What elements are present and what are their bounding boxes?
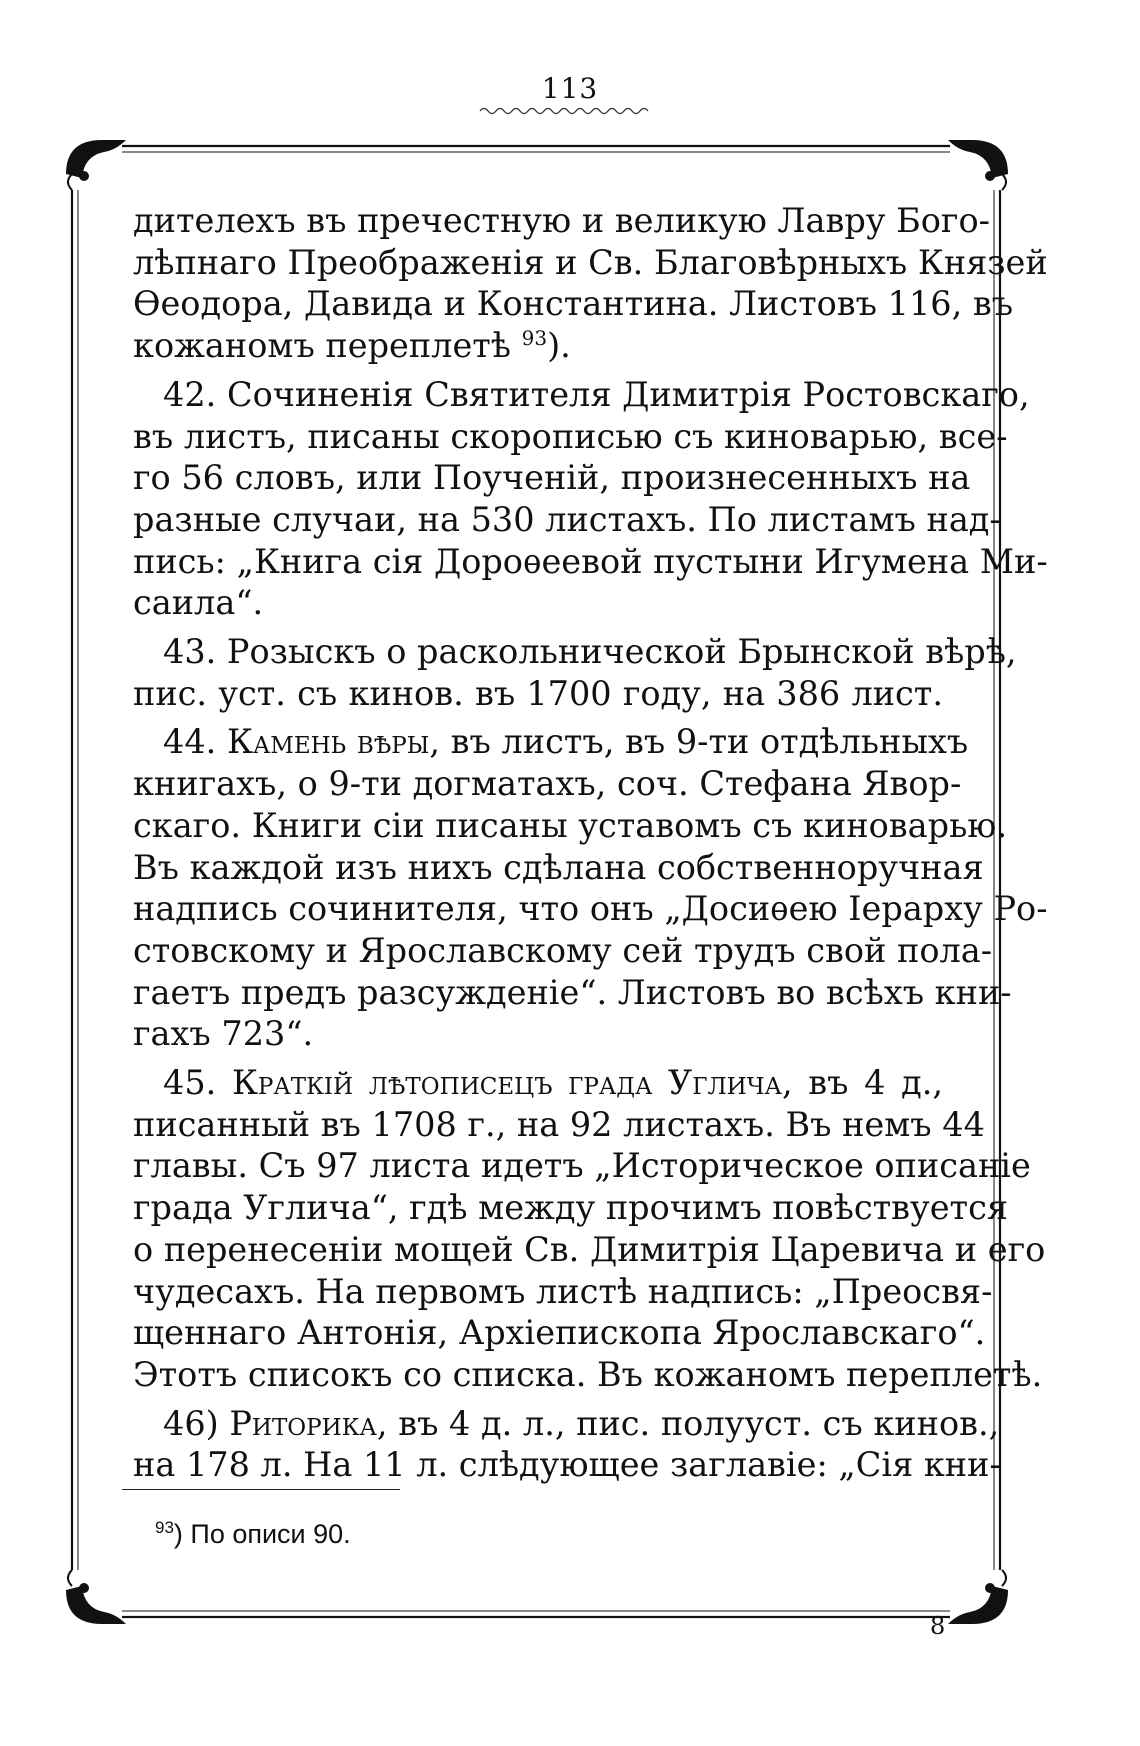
text-fragment: , въ листъ, въ 9-ти отдѣльныхъ [429, 722, 969, 762]
text-line: о перенесеніи мощей Св. Димитрія Царевича и его [133, 1229, 1046, 1269]
footnote-marker: 93 [155, 1518, 174, 1537]
entry-45 [133, 1062, 1046, 1396]
text-line: го 56 словъ, или Поученій, произнесенныхъ на [133, 458, 971, 498]
text-line: книгахъ, о 9-ти догматахъ, соч. Стефана Явор- [133, 764, 962, 804]
text-fragment: ). [547, 326, 571, 366]
text-line: разные случаи, на 530 листахъ. По листамъ над- [133, 499, 1001, 539]
text-fragment: Сочиненія Святителя Димитрія Ростовскаго, [226, 374, 1030, 414]
text-line [133, 721, 969, 763]
page-number: 113 [541, 72, 599, 105]
text-line: въ листъ, писаны скорописью съ киноварью, все- [133, 416, 1008, 456]
entry-number: 45. [163, 1063, 232, 1103]
entry-42 [133, 374, 1048, 624]
text-fragment: , въ 4 д. л., пис. полууст. съ кинов., [376, 1403, 1000, 1443]
entry-46 [133, 1403, 1001, 1486]
text-line: чудесахъ. На первомъ листѣ надпись: „Преосвя- [133, 1271, 993, 1311]
main-text [133, 200, 1048, 1486]
paragraph-continuation [133, 200, 1048, 367]
entry-44 [133, 721, 1048, 1055]
text-line: 43. Розыскъ о раскольнической Брынской вѣрѣ, [163, 632, 1017, 672]
text-line: дителехъ въ пречестную и великую Лавру Бого- [133, 201, 990, 240]
text-line: стовскому и Ярославскому сей трудъ свой пола- [133, 930, 993, 970]
footnote-separator [122, 1489, 400, 1490]
entry-number: 42. [163, 374, 227, 414]
entry-title: Камень вѣры [226, 722, 430, 762]
text-line [133, 325, 943, 367]
text-line: скаго. Книги сіи писаны уставомъ съ киноварью. [133, 805, 1008, 845]
text-line: главы. Съ 97 листа идетъ „Историческое описаніе [133, 1146, 1031, 1186]
text-line: Ѳеодора, Давида и Константина. Листовъ 116, въ [133, 284, 1014, 324]
text-line: гахъ 723“. [133, 1014, 314, 1054]
text-line [133, 1062, 943, 1104]
text-line: писанный въ 1708 г., на 92 листахъ. Въ немъ 44 [133, 1104, 985, 1144]
text-line: на 178 л. На 11 л. слѣдующее заглавіе: „Сія кни- [133, 1445, 1001, 1485]
footnote-reference: 93 [521, 326, 548, 351]
text-line: пис. уст. съ кинов. въ 1700 году, на 386 лист. [133, 673, 943, 713]
text-line [133, 374, 1030, 416]
footnote [155, 1519, 351, 1550]
text-line: Въ каждой изъ нихъ сдѣлана собственноручная [133, 847, 984, 887]
text-line: надпись сочинителя, что онъ „Досиѳею Іерарху Ро- [133, 889, 1048, 929]
entry-number: 46) [163, 1403, 230, 1443]
entry-number: 44. [163, 722, 227, 762]
text-line: пись: „Книга сія Дороѳеевой пустыни Игумена Ми- [133, 541, 1048, 581]
text-line: гаетъ предъ разсужденіе“. Листовъ во всѣхъ кни- [133, 972, 1012, 1012]
page-number-wavy-rule [0, 104, 1140, 118]
text-line: лѣпнаго Преображенія и Св. Благовѣрныхъ Князей [133, 242, 1048, 282]
entry-43 [133, 631, 1017, 714]
text-fragment: кожаномъ переплетѣ [133, 326, 522, 366]
entry-title: Краткій лѣтописецъ града Углича [231, 1063, 782, 1103]
text-line: щеннаго Антонія, Архіепископа Ярославскаго“. [133, 1313, 986, 1353]
footnote-text: ) По описи 90. [173, 1519, 351, 1549]
entry-title: Риторика [229, 1403, 377, 1443]
text-line: Этотъ списокъ со списка. Въ кожаномъ переплетѣ. [133, 1354, 1043, 1394]
text-line: саила“. [133, 583, 264, 623]
text-line [133, 1403, 1000, 1445]
signature-mark: 8 [930, 1612, 946, 1640]
text-fragment: , въ 4 д., [781, 1063, 943, 1103]
text-line: града Углича“, гдѣ между прочимъ повѣствуется [133, 1188, 1008, 1228]
